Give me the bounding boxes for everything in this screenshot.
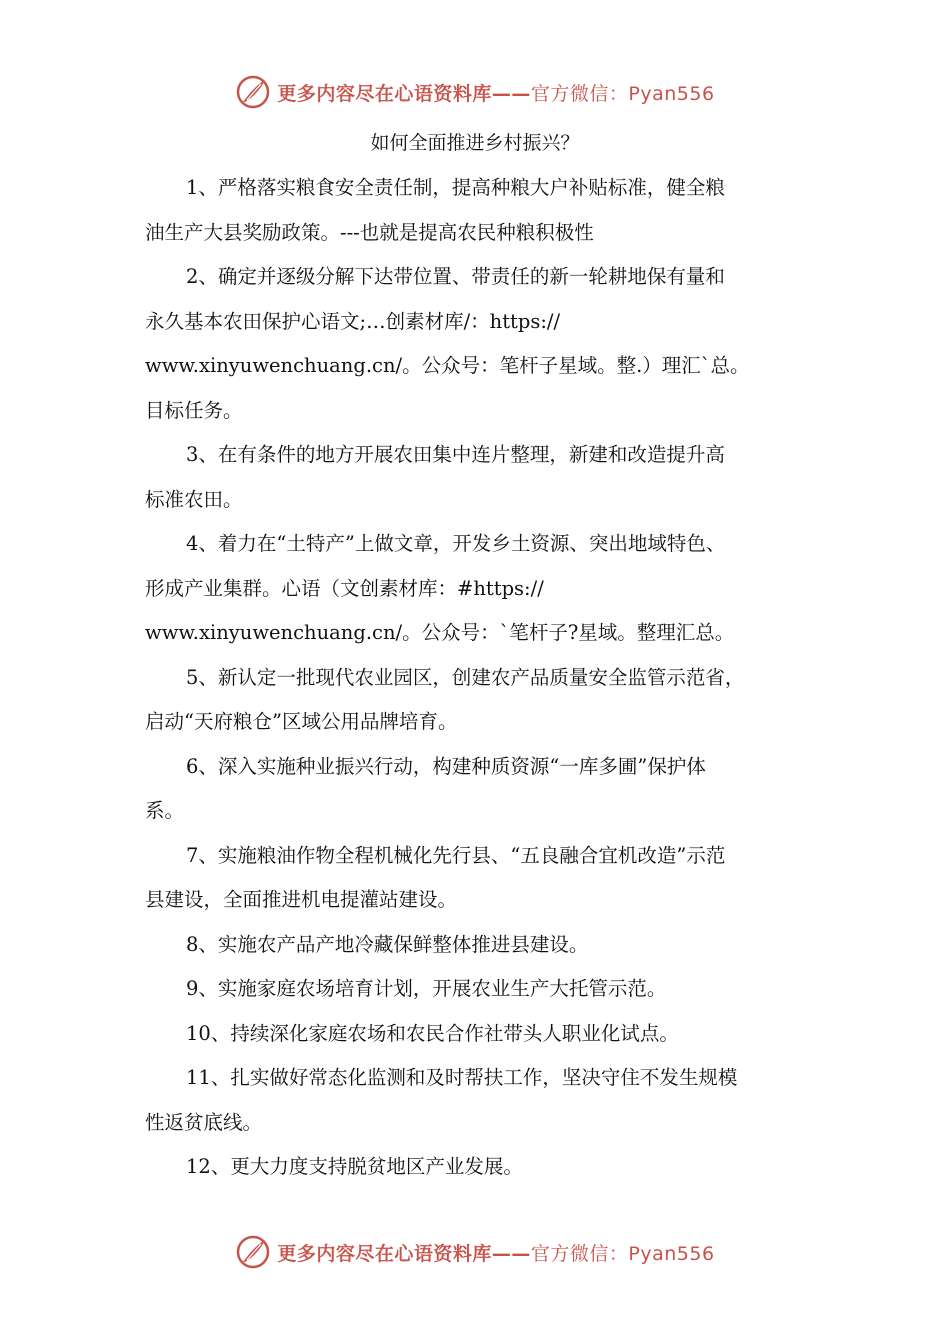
banner-separator: —— [491,1242,531,1265]
paragraph-line: 12、更大力度支持脱贫地区产业发展。 [186,1155,523,1178]
paragraph-line: 10、持续深化家庭农场和农民合作社带头人职业化试点。 [186,1021,679,1045]
feather-logo-icon [235,1234,271,1270]
banner-slogan: 更多内容尽在心语资料库 [277,1242,492,1265]
paragraph-line: 形成产业集群。心语（文创素材库：#https:// [145,576,544,600]
paragraph-item [145,967,825,1012]
paragraph-line: 标准农田。 [145,487,243,511]
paragraph-item [145,522,825,656]
footer-banner [0,1232,950,1272]
paragraph-line: 永久基本农田保护心语文;…创素材库/：https:// [145,309,561,333]
paragraph-line: 11、扎实做好常态化监测和及时帮扶工作，坚决守住不发生规模 [186,1066,738,1089]
paragraph-line: www.xinyuwenchuang.cn/。公众号：笔杆子星域。整.）理汇`总。 [145,354,750,377]
paragraph-item [145,166,825,255]
paragraph-item [145,923,825,968]
paragraph-item [145,1012,825,1057]
paragraph-item [145,433,825,522]
paragraph-item [145,656,825,745]
page-title: 如何全面推进乡村振兴？ [370,132,580,154]
paragraph-line: 7、实施粮油作物全程机械化先行县、“五良融合宜机改造”示范 [186,843,726,867]
banner-wechat: 官方微信：Pyan556 [530,1242,715,1265]
paragraph-line: www.xinyuwenchuang.cn/。公众号：`笔杆子?星域。整理汇总。 [145,621,735,644]
paragraph-line: 系。 [145,799,185,822]
feather-logo-icon [235,74,271,110]
paragraph-line: 油生产大县奖励政策。---也就是提高农民种粮积极性 [145,220,594,244]
paragraph-item [145,1056,825,1145]
paragraph-line: 启动“天府粮仓”区域公用品牌培育。 [145,710,458,733]
paragraph-line: 目标任务。 [145,398,243,422]
paragraph-line: 5、新认定一批现代农业园区，创建农产品质量安全监管示范省， [186,665,745,689]
banner-separator: —— [491,82,531,105]
paragraph-line: 8、实施农产品产地冷藏保鲜整体推进县建设。 [186,932,589,956]
paragraph-line: 9、实施家庭农场培育计划，开展农业生产大托管示范。 [186,977,667,1000]
paragraph-item [145,255,825,433]
banner-slogan: 更多内容尽在心语资料库 [277,82,492,105]
banner-text [277,1239,714,1266]
document-body [145,166,825,1190]
paragraph-item [145,834,825,923]
paragraph-line: 1、严格落实粮食安全责任制，提高种粮大户补贴标准，健全粮 [186,176,725,199]
header-banner [0,72,950,112]
banner-wechat: 官方微信：Pyan556 [530,82,715,105]
paragraph-item [145,1145,825,1190]
paragraph-line: 6、深入实施种业振兴行动，构建种质资源“一库多圃”保护体 [186,754,706,778]
paragraph-line: 县建设，全面推进机电提灌站建设。 [145,888,458,911]
paragraph-line: 4、着力在“土特产”上做文章，开发乡土资源、突出地域特色、 [186,532,726,555]
paragraph-line: 2、确定并逐级分解下达带位置、带责任的新一轮耕地保有量和 [186,265,725,288]
paragraph-line: 3、在有条件的地方开展农田集中连片整理，新建和改造提升高 [186,443,725,466]
paragraph-line: 性返贫底线。 [145,1110,263,1134]
banner-text [277,79,714,106]
paragraph-item [145,745,825,834]
